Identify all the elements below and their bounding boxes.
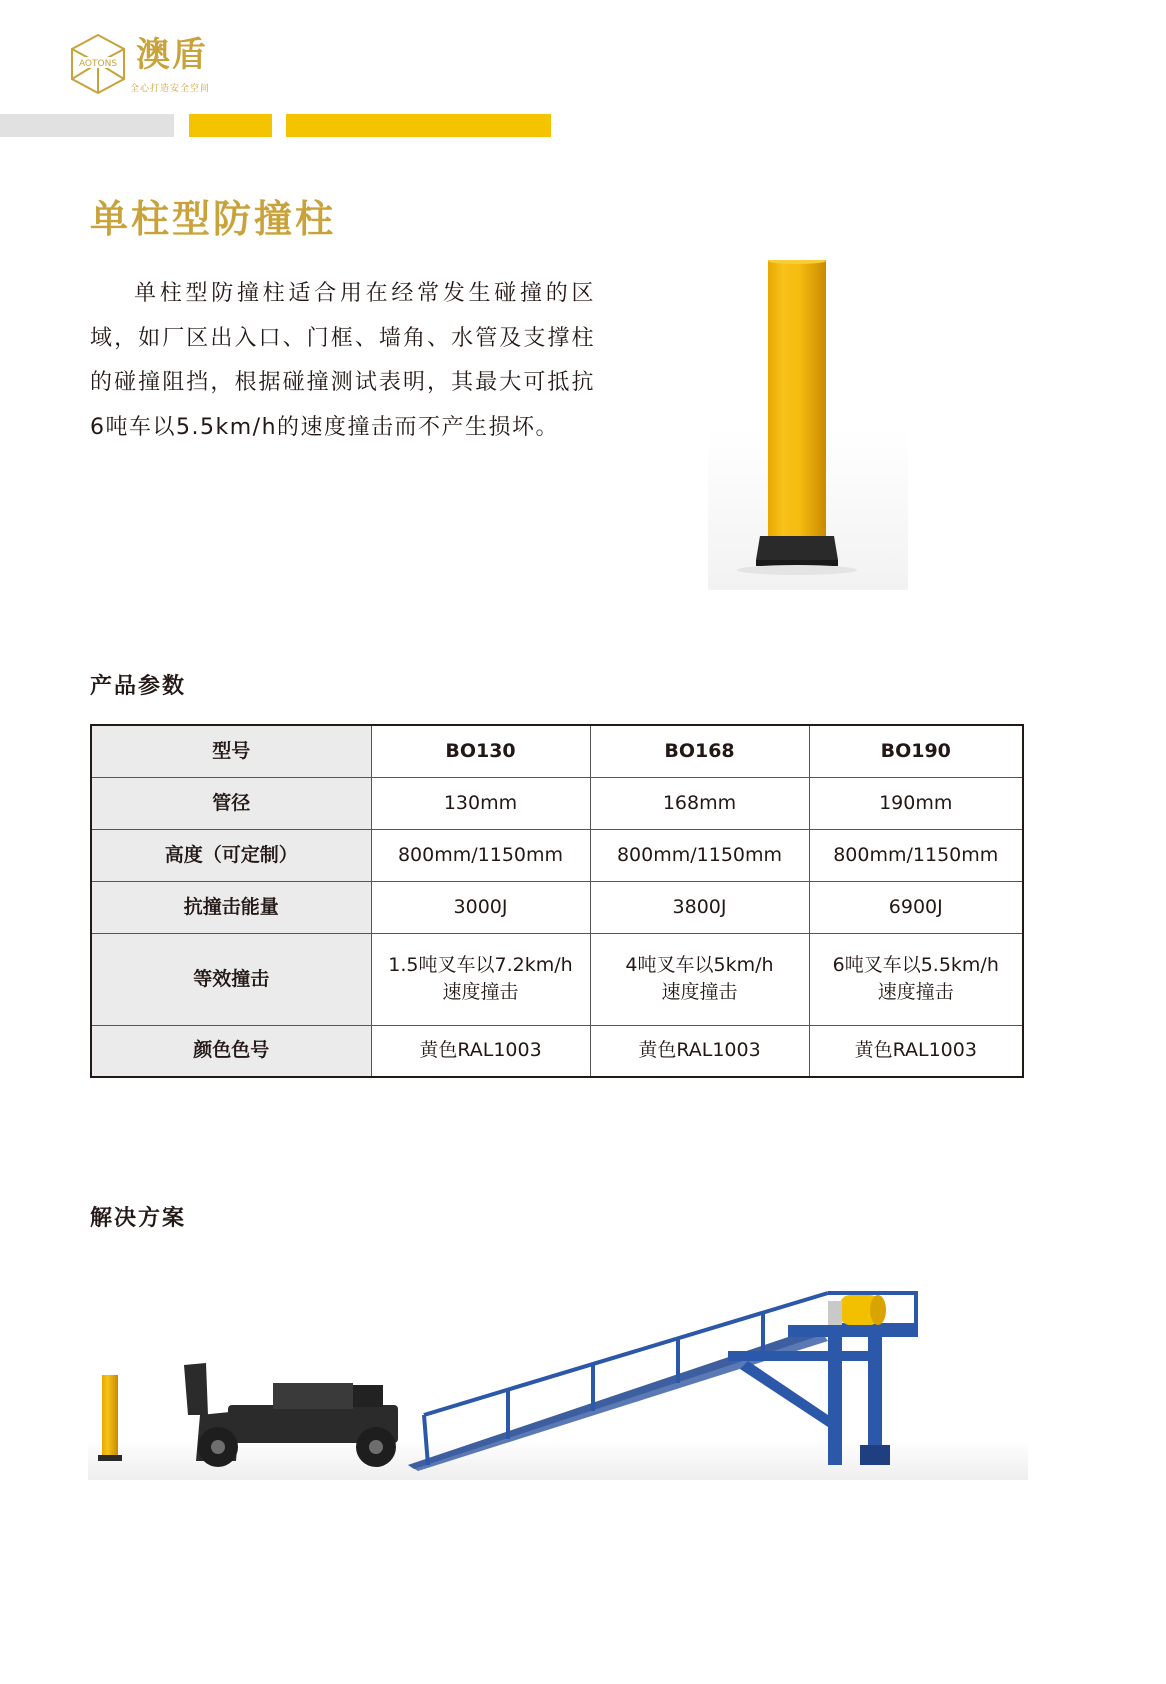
cell-impact-bo168: [590, 933, 809, 1025]
bollard-illustration: [708, 260, 908, 590]
brand-slogan: 全心打造安全空间: [130, 84, 211, 94]
impact-bo168-line1: 4吨叉车以5km/h: [625, 954, 774, 976]
row-label-energy: 抗撞击能量: [91, 881, 371, 933]
header-stripe-gray: [0, 114, 174, 137]
logo-latin: AOTONS: [78, 59, 118, 69]
yellow-barrel-icon: [828, 1295, 886, 1325]
model-bo190: BO190: [809, 725, 1023, 777]
crash-test-illustration: [88, 1265, 1028, 1505]
row-label-model: 型号: [91, 725, 371, 777]
model-bo168: BO168: [590, 725, 809, 777]
spec-table: [90, 724, 1024, 1078]
cell-color-bo168: 黄色RAL1003: [590, 1025, 809, 1077]
cell-impact-bo190: [809, 933, 1023, 1025]
cell-height-bo130: 800mm/1150mm: [371, 829, 590, 881]
row-label-height: 高度（可定制）: [91, 829, 371, 881]
impact-bo190-line1: 6吨叉车以5.5km/h: [832, 954, 999, 976]
row-label-equivalent-impact: 等效撞击: [91, 933, 371, 1025]
header-stripe-yellow-long: [286, 114, 551, 137]
cell-energy-bo168: 3800J: [590, 881, 809, 933]
brand-name: 澳盾: [136, 35, 208, 75]
table-row-model: [91, 725, 1023, 777]
impact-bo190-line2: 速度撞击: [877, 981, 954, 1003]
row-label-color: 颜色色号: [91, 1025, 371, 1077]
impact-bo168-line2: 速度撞击: [661, 981, 738, 1003]
row-label-diameter: 管径: [91, 777, 371, 829]
impact-bo130-line2: 速度撞击: [442, 981, 519, 1003]
cell-diameter-bo130: 130mm: [371, 777, 590, 829]
table-row-equivalent-impact: [91, 933, 1023, 1025]
intro-paragraph: 单柱型防撞柱适合用在经常发生碰撞的区域，如厂区出入口、门框、墙角、水管及支撑柱的碰撞阻挡，根据碰撞测试表明，其最大可抵抗6吨车以5.5km/h的速度撞击而不产生损坏。: [90, 281, 595, 440]
cell-color-bo190: 黄色RAL1003: [809, 1025, 1023, 1077]
cell-diameter-bo168: 168mm: [590, 777, 809, 829]
cell-impact-bo130: [371, 933, 590, 1025]
table-row-diameter: [91, 777, 1023, 829]
cell-energy-bo190: 6900J: [809, 881, 1023, 933]
solution-heading: 解决方案: [90, 1206, 187, 1231]
model-bo130: BO130: [371, 725, 590, 777]
table-row-height: [91, 829, 1023, 881]
page-title: 单柱型防撞柱: [90, 197, 337, 241]
cell-height-bo168: 800mm/1150mm: [590, 829, 809, 881]
header-stripe-yellow-short: [189, 114, 272, 137]
cell-color-bo130: 黄色RAL1003: [371, 1025, 590, 1077]
logo-icon: [70, 33, 126, 95]
cell-height-bo190: 800mm/1150mm: [809, 829, 1023, 881]
impact-bo130-line1: 1.5吨叉车以7.2km/h: [388, 954, 573, 976]
params-heading: 产品参数: [90, 674, 187, 699]
cell-energy-bo130: 3000J: [371, 881, 590, 933]
table-row-energy: [91, 881, 1023, 933]
cell-diameter-bo190: 190mm: [809, 777, 1023, 829]
table-row-color: [91, 1025, 1023, 1077]
